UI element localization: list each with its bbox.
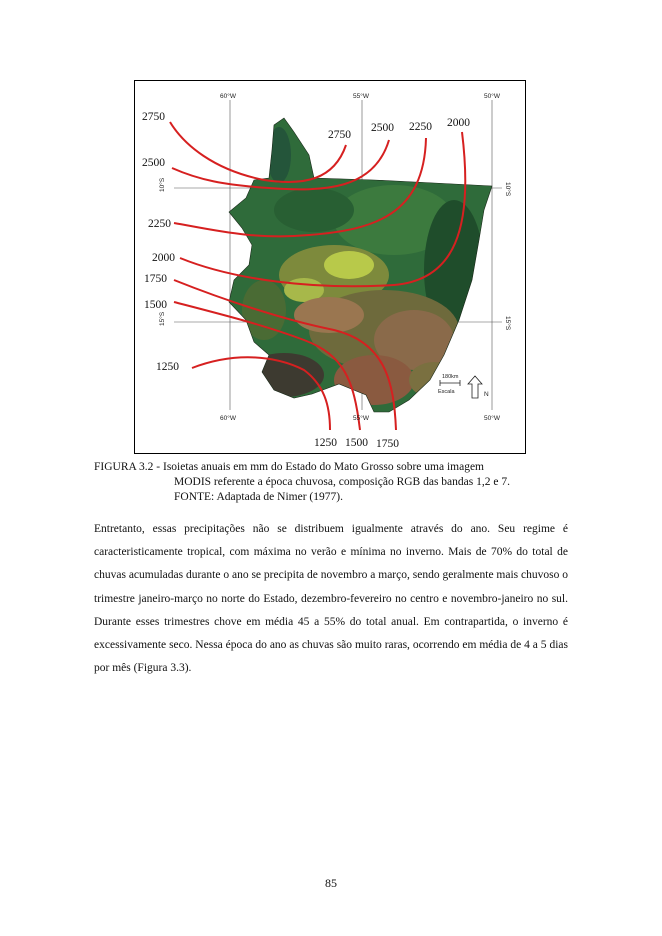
coord-right-10s: 10°S [504, 182, 511, 197]
isohyet-label-1750-left: 1750 [144, 273, 167, 285]
coord-bottom-50w: 50°W [484, 415, 500, 422]
scale-label: Escala [438, 389, 455, 395]
coord-left-10s: 10°S [159, 177, 166, 192]
isohyet-label-2250-top: 2250 [409, 121, 432, 133]
body-paragraph: Entretanto, essas precipitações não se distribuem igualmente através do ano. Seu regime é caracteristicamente tropical, com máxima no verão e mínima no inverno. Mais de 70% do total de chuvas acumuladas durante o ano se precipita de novembro a março, sendo geralmente mais chuvoso o trimestre janeiro-março no norte do Estado, dezembro-fevereiro no centro e novembro-janeiro no sul. Durante esses trimestres chove em média 45 a 55% do total anual. Em contrapartida, o inverno é excessivamente seco. Nessa época do ano as chuvas são muito raras, ocorrendo em média de 4 a 5 dias por mês (Figura 3.3). [94, 523, 568, 675]
isohyet-map [134, 80, 526, 454]
isohyet-label-2000-top: 2000 [447, 117, 470, 129]
coord-left-15s: 15°S [159, 311, 166, 326]
coord-bottom-55w: 55°W [353, 415, 369, 422]
isohyet-label-2500-left: 2500 [142, 157, 165, 169]
coord-top-50w: 50°W [484, 93, 500, 100]
coord-right-15s: 15°S [504, 316, 511, 331]
caption-line-2: MODIS referente a época chuvosa, composição RGB das bandas 1,2 e 7. [174, 476, 510, 488]
coord-top-60w: 60°W [220, 93, 236, 100]
isohyet-label-1500-left: 1500 [144, 299, 167, 311]
north-label: N [484, 391, 489, 398]
figure-caption [94, 460, 574, 505]
coord-bottom-60w: 60°W [220, 415, 236, 422]
isohyet-label-2000-left: 2000 [152, 252, 175, 264]
isohyet-label-2250-left: 2250 [148, 218, 171, 230]
coord-top-55w: 55°W [353, 93, 369, 100]
isohyet-map-figure [134, 80, 526, 454]
isohyet-label-2750-top: 2750 [328, 129, 351, 141]
isohyet-label-1250-left: 1250 [156, 361, 179, 373]
caption-line-1: FIGURA 3.2 - Isoietas anuais em mm do Estado do Mato Grosso sobre uma imagem [94, 461, 484, 473]
isohyet-label-1500-bottom: 1500 [345, 437, 368, 449]
isohyet-label-1750-bottom: 1750 [376, 438, 399, 450]
caption-source: FONTE: Adaptada de Nimer (1977). [174, 491, 343, 503]
scale-value: 180km [442, 374, 459, 380]
page-number: 85 [325, 876, 337, 890]
isohyet-label-2500-top: 2500 [371, 122, 394, 134]
isohyet-label-2750-left: 2750 [142, 111, 165, 123]
isohyet-label-1250-bottom: 1250 [314, 437, 337, 449]
